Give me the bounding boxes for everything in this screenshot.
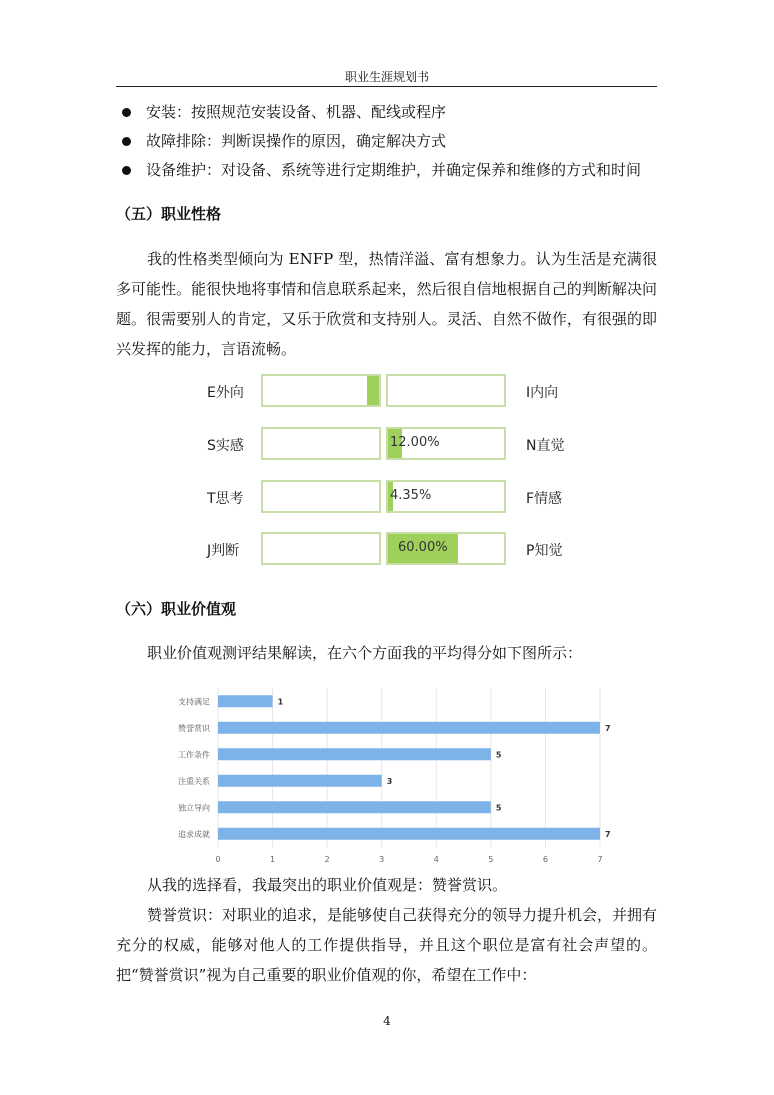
mbti-left-label: E外向: [207, 385, 244, 401]
x-tick-label: 3: [379, 855, 385, 862]
bullet-text: 安装：按照规范安装设备、机器、配线或程序: [146, 103, 447, 121]
category-label: 工作条件: [178, 750, 210, 760]
x-tick-label: 1: [270, 855, 276, 862]
x-tick-label: 0: [215, 855, 221, 862]
value-bar: [218, 801, 491, 813]
bullet-item: [116, 98, 676, 127]
conclusion-paragraph: 赞誉赏识：对职业的追求，是能够使自己获得充分的领导力提升机会，并拥有充分的权威，能够对他人的工作提供指导，并且这个职位是富有社会声望的。把“赞誉赏识”视为自己重要的职业价值观的你，希望在工作中：: [116, 906, 658, 984]
header-rule: [116, 86, 657, 87]
mbti-left-box: [261, 480, 381, 513]
value-bar: [218, 695, 273, 707]
bullet-text: 设备维护：对设备、系统等进行定期维护，并确定保养和维修的方式和时间: [146, 161, 642, 179]
mbti-left-label: S实感: [207, 438, 244, 454]
mbti-left-box: [261, 532, 381, 565]
mbti-fill-bar: [367, 376, 379, 405]
mbti-right-label: P知觉: [526, 543, 563, 559]
mbti-left-label: T思考: [207, 491, 244, 507]
mbti-right-box: [386, 480, 506, 513]
section-heading-personality: （五）职业性格: [116, 205, 222, 223]
mbti-right-box: [386, 374, 506, 407]
value-label: 7: [605, 829, 611, 839]
section-heading-values: （六）职业价值观: [116, 600, 237, 618]
bullet-item: [116, 127, 676, 156]
category-label: 支持满足: [178, 697, 210, 707]
mbti-percent-label: 4.35%: [390, 488, 432, 503]
page-header-title: 职业生涯规划书: [344, 70, 429, 84]
value-label: 5: [495, 750, 502, 760]
bullet-item: [116, 156, 676, 185]
value-label: 1: [277, 697, 284, 707]
category-label: 独立导向: [178, 803, 210, 813]
value-label: 5: [495, 803, 502, 813]
mbti-row: [200, 427, 580, 463]
x-tick-label: 4: [433, 855, 439, 862]
mbti-row: [200, 480, 580, 516]
bullet-dot-icon: [122, 137, 131, 146]
mbti-left-box: [261, 374, 381, 407]
bullet-text: 故障排除：判断误操作的原因，确定解决方式: [146, 132, 447, 150]
value-bar: [218, 722, 600, 734]
values-intro: 职业价值观测评结果解读，在六个方面我的平均得分如下图所示：: [147, 644, 583, 662]
value-label: 3: [386, 776, 393, 786]
category-label: 注重关系: [178, 776, 210, 786]
category-label: 追求成就: [178, 829, 210, 839]
mbti-percent-label: 12.00%: [390, 435, 440, 450]
x-tick-label: 6: [542, 855, 548, 862]
x-tick-label: 5: [488, 855, 494, 862]
mbti-right-label: I内向: [526, 385, 559, 401]
page-number: 4: [383, 1014, 391, 1028]
mbti-left-label: J判断: [207, 543, 240, 559]
conclusion-line1: 从我的选择看，我最突出的职业价值观是：赞誉赏识。: [147, 876, 508, 894]
value-bar: [218, 748, 491, 760]
value-bar: [218, 775, 382, 787]
bullet-list: [116, 98, 676, 185]
x-tick-label: 2: [324, 855, 330, 862]
mbti-right-label: F情感: [526, 491, 563, 507]
mbti-row: [200, 532, 580, 568]
bullet-dot-icon: [122, 108, 131, 117]
mbti-right-box: [386, 427, 506, 460]
personality-paragraph: 我的性格类型倾向为 ENFP 型，热情洋溢、富有想象力。认为生活是充满很多可能性。能很快地将事情和信息联系起来，然后很自信地根据自己的判断解决问题。很需要别人的肯定，又乐于欣赏和支持别人。灵活、自然不做作，有很强的即兴发挥的能力，言语流畅。: [116, 250, 657, 358]
value-label: 7: [605, 723, 611, 733]
x-tick-label: 7: [597, 855, 603, 862]
mbti-right-label: N直觉: [526, 438, 565, 454]
values-bar-chart-svg: [160, 682, 620, 862]
category-label: 赞誉赏识: [178, 723, 210, 733]
mbti-chart: [200, 374, 580, 574]
bullet-dot-icon: [122, 166, 131, 175]
mbti-left-box: [261, 427, 381, 460]
values-bar-chart: [160, 682, 620, 862]
mbti-right-box: [386, 532, 506, 565]
value-bar: [218, 828, 600, 840]
mbti-row: [200, 374, 580, 410]
mbti-percent-label: 60.00%: [398, 540, 448, 555]
